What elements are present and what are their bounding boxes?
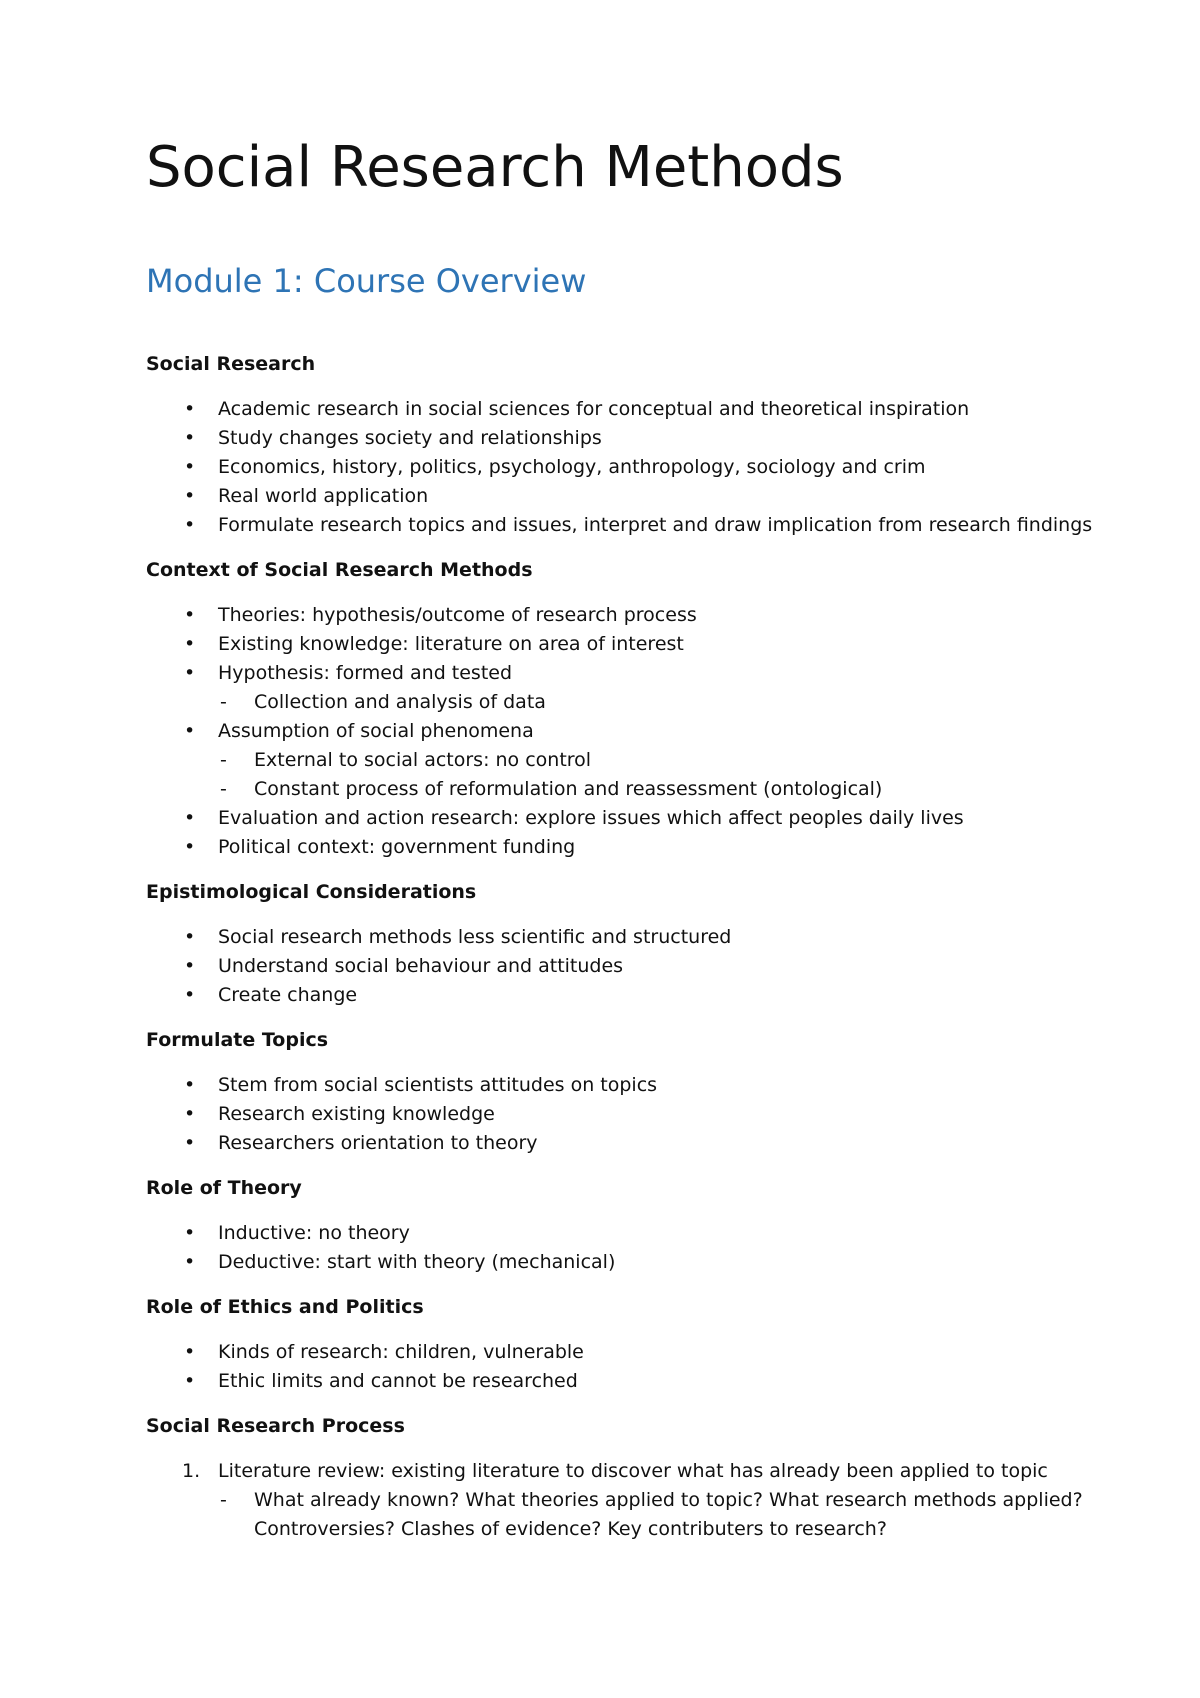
list-item-text: Real world application [218, 485, 429, 507]
list-item [146, 923, 1126, 952]
list-item-text: Assumption of social phenomena [218, 720, 534, 742]
bullet-icon: • [184, 485, 196, 507]
list-item [146, 630, 1126, 659]
section-heading: Formulate Topics [146, 1029, 329, 1051]
list-item-text: Research existing knowledge [218, 1103, 495, 1125]
bullet-icon: • [184, 514, 196, 536]
bullet-list [146, 1219, 1126, 1277]
list-item-text: Create change [218, 984, 358, 1006]
bullet-icon: • [184, 1222, 196, 1244]
list-item [146, 1248, 1126, 1277]
sub-list-item [146, 1486, 1126, 1544]
bullet-icon: • [184, 1341, 196, 1363]
sub-list-item [146, 746, 1126, 775]
list-item [146, 1219, 1126, 1248]
bullet-icon: • [184, 456, 196, 478]
list-item [146, 952, 1126, 981]
bullet-list [146, 601, 1126, 862]
bullet-icon: • [184, 807, 196, 829]
list-item [146, 424, 1126, 453]
list-item-text: Ethic limits and cannot be researched [218, 1370, 578, 1392]
document-title: Social Research Methods [146, 135, 844, 200]
list-item [146, 804, 1126, 833]
bullet-list [146, 1071, 1126, 1158]
list-item-text: Literature review: existing literature to discover what has already been applied to topic [218, 1460, 1048, 1482]
list-item-text: Political context: government funding [218, 836, 576, 858]
list-item-text: Researchers orientation to theory [218, 1132, 538, 1154]
bullet-icon: • [184, 398, 196, 420]
list-item [146, 482, 1126, 511]
list-item-text: Kinds of research: children, vulnerable [218, 1341, 584, 1363]
list-item-text: Academic research in social sciences for conceptual and theoretical inspiration [218, 398, 970, 420]
list-item [146, 1457, 1126, 1486]
section-heading: Social Research Process [146, 1415, 405, 1437]
list-item-text: Deductive: start with theory (mechanical) [218, 1251, 616, 1273]
list-item [146, 981, 1126, 1010]
bullet-icon: • [184, 1103, 196, 1125]
list-item [146, 601, 1126, 630]
bullet-icon: • [184, 984, 196, 1006]
sub-list-item-text: External to social actors: no control [254, 749, 592, 771]
sub-list-item [146, 775, 1126, 804]
section-heading: Social Research [146, 353, 316, 375]
bullet-icon: • [184, 955, 196, 977]
list-item [146, 453, 1126, 482]
bullet-icon: • [184, 1074, 196, 1096]
dash-icon: - [220, 691, 227, 713]
section-heading: Role of Ethics and Politics [146, 1296, 424, 1318]
list-item-text: Inductive: no theory [218, 1222, 410, 1244]
list-item [146, 395, 1126, 424]
list-item-text: Existing knowledge: literature on area of interest [218, 633, 684, 655]
list-number: 1. [182, 1460, 201, 1482]
list-item-text: Study changes society and relationships [218, 427, 602, 449]
list-item [146, 833, 1126, 862]
bullet-icon: • [184, 1251, 196, 1273]
list-item-text: Stem from social scientists attitudes on topics [218, 1074, 658, 1096]
list-item [146, 1367, 1126, 1396]
sub-list-item-text: Constant process of reformulation and reassessment (ontological) [254, 778, 883, 800]
section-heading: Role of Theory [146, 1177, 302, 1199]
list-item-text: Understand social behaviour and attitudes [218, 955, 624, 977]
list-item-text: Formulate research topics and issues, interpret and draw implication from research findings [218, 514, 1093, 536]
list-item-text: Social research methods less scientific and structured [218, 926, 732, 948]
list-item [146, 1129, 1126, 1158]
sub-list-item-text: Collection and analysis of data [254, 691, 546, 713]
bullet-icon: • [184, 720, 196, 742]
module-heading: Module 1: Course Overview [146, 262, 587, 300]
list-item-text: Evaluation and action research: explore issues which affect peoples daily lives [218, 807, 964, 829]
list-item [146, 659, 1126, 688]
dash-icon: - [220, 778, 227, 800]
list-item [146, 511, 1126, 540]
list-item-text: Hypothesis: formed and tested [218, 662, 513, 684]
sub-list-item-text: What already known? What theories applied to topic? What research methods applied? Controversies? Clashes of evidence? Key contributers to research? [254, 1489, 1083, 1540]
section-heading: Context of Social Research Methods [146, 559, 533, 581]
bullet-icon: • [184, 604, 196, 626]
list-item-text: Theories: hypothesis/outcome of research process [218, 604, 697, 626]
bullet-icon: • [184, 633, 196, 655]
bullet-icon: • [184, 662, 196, 684]
dash-icon: - [220, 749, 227, 771]
bullet-list [146, 395, 1126, 540]
bullet-icon: • [184, 926, 196, 948]
list-item [146, 717, 1126, 746]
bullet-list [146, 1338, 1126, 1396]
bullet-icon: • [184, 1132, 196, 1154]
bullet-icon: • [184, 836, 196, 858]
bullet-icon: • [184, 1370, 196, 1392]
bullet-icon: • [184, 427, 196, 449]
document-body [146, 350, 1126, 1560]
list-item-text: Economics, history, politics, psychology, anthropology, sociology and crim [218, 456, 926, 478]
list-item [146, 1100, 1126, 1129]
list-item [146, 1338, 1126, 1367]
dash-icon: - [220, 1489, 227, 1511]
sub-list-item [146, 688, 1126, 717]
section-heading: Epistimological Considerations [146, 881, 477, 903]
list-item [146, 1071, 1126, 1100]
bullet-list [146, 923, 1126, 1010]
numbered-list [146, 1457, 1126, 1544]
